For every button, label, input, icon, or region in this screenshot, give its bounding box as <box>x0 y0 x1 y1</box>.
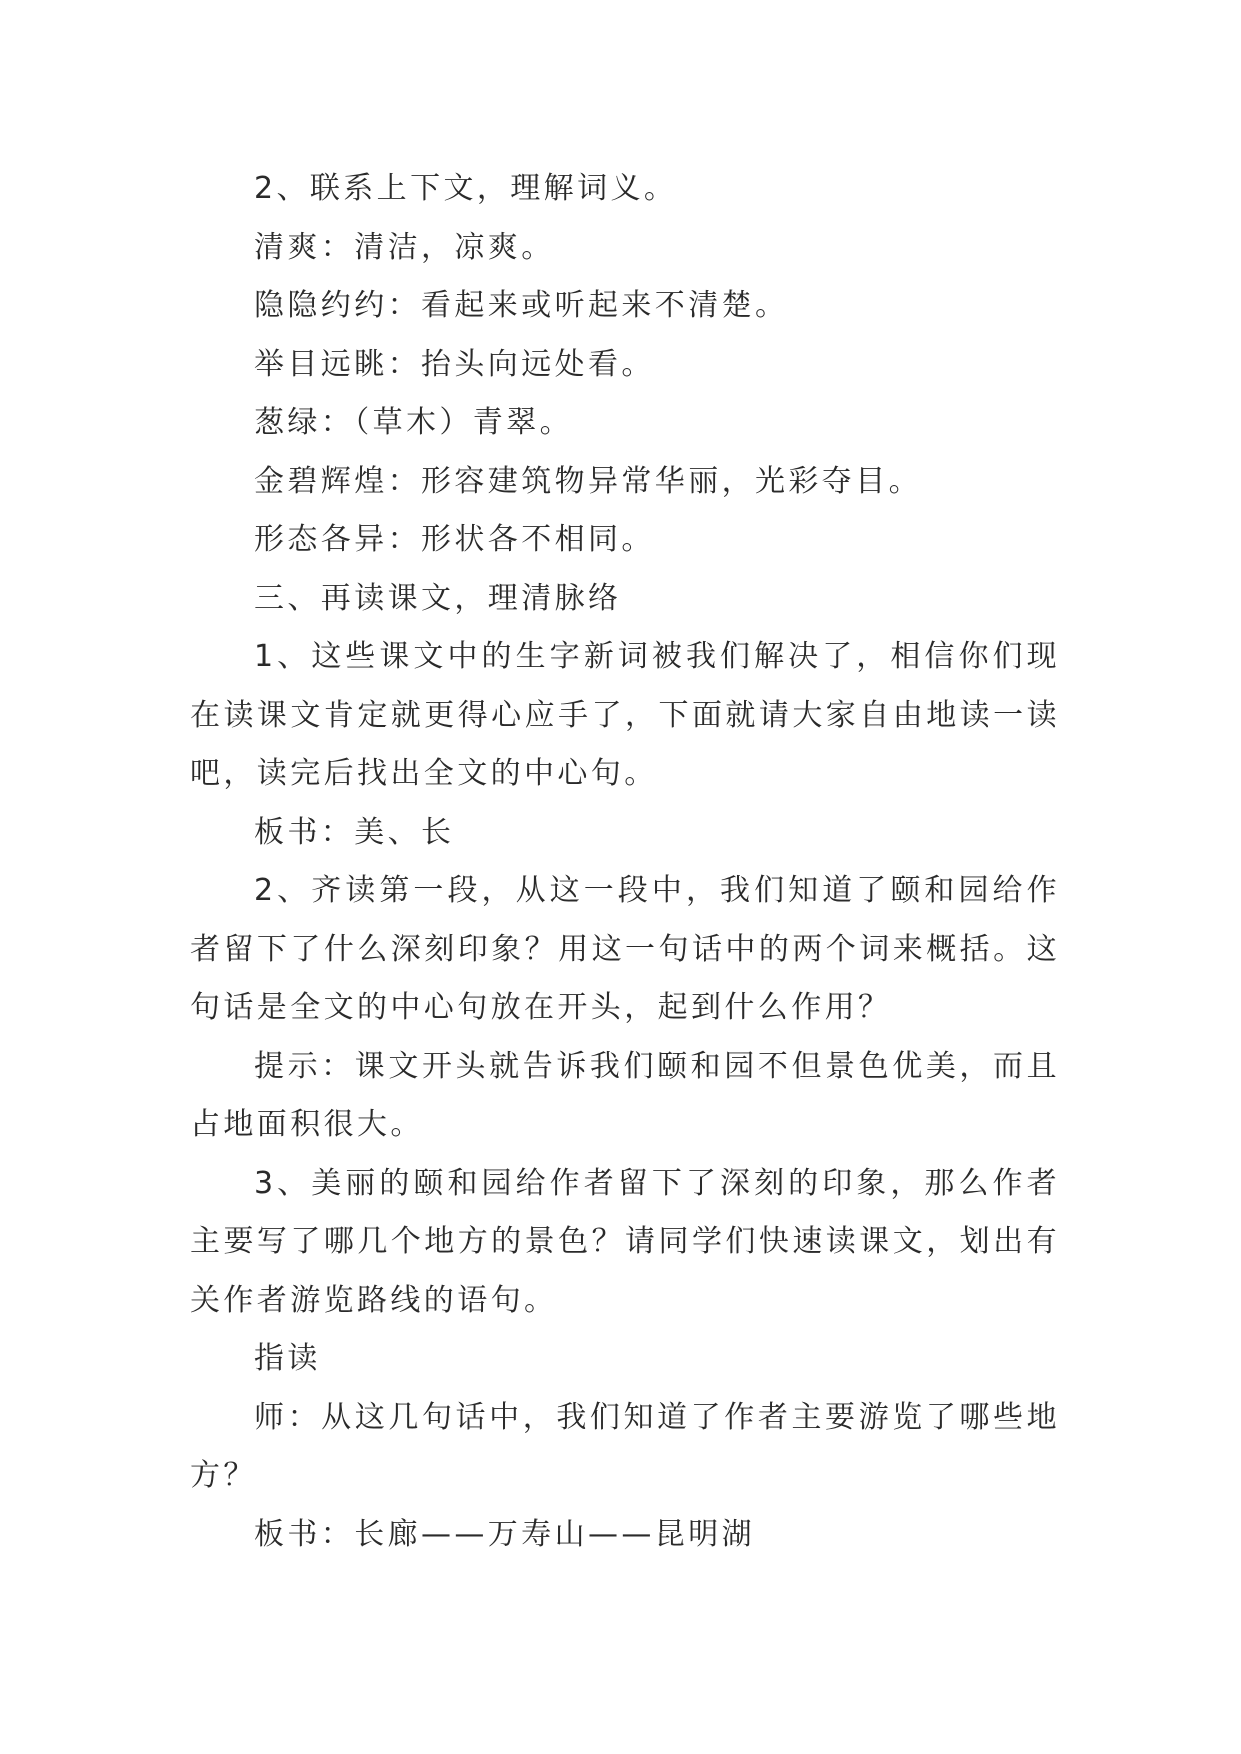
paragraph-definition-qingshuang: 清爽：清洁，凉爽。 <box>254 229 555 265</box>
paragraph-hint: 提示：课文开头就告诉我们颐和园不但景色优美，而且占地面积很大。 <box>190 1048 1060 1142</box>
paragraph-step-1: 1、这些课文中的生字新词被我们解决了，相信你们现在读课文肯定就更得心应手了，下面就请大家自由地读一读吧，读完后找出全文的中心句。 <box>190 639 1060 791</box>
document-body <box>190 160 1060 1564</box>
paragraph-board-note-1: 板书：美、长 <box>254 814 455 850</box>
paragraph-definition-jinbihuihuang: 金碧辉煌：形容建筑物异常华丽，光彩夺目。 <box>254 463 922 499</box>
paragraph-step-3: 3、美丽的颐和园给作者留下了深刻的印象，那么作者主要写了哪几个地方的景色？请同学们快速读课文，划出有关作者游览路线的语句。 <box>190 1165 1060 1318</box>
paragraph-teacher-question: 师：从这几句话中，我们知道了作者主要游览了哪些地方？ <box>190 1399 1060 1493</box>
paragraph-guided-reading: 指读 <box>254 1341 321 1376</box>
paragraph-board-note-2: 板书：长廊——万寿山——昆明湖 <box>254 1516 755 1552</box>
paragraph-step-2: 2、齐读第一段，从这一段中，我们知道了颐和园给作者留下了什么深刻印象？用这一句话中的两个词来概括。这句话是全文的中心句放在开头，起到什么作用？ <box>190 873 1060 1025</box>
paragraph-definition-yinyinyueyue: 隐隐约约：看起来或听起来不清楚。 <box>254 288 789 323</box>
paragraph-definition-conglv: 葱绿：（草木）青翠。 <box>254 405 573 440</box>
paragraph-definition-xingtaigeyi: 形态各异：形状各不相同。 <box>254 522 655 557</box>
section-heading-reread: 三、再读课文，理清脉络 <box>254 580 622 616</box>
paragraph-definition-jumuyuantiao: 举目远眺：抬头向远处看。 <box>254 346 655 382</box>
paragraph-word-meaning-heading: 2、联系上下文，理解词义。 <box>254 171 678 206</box>
